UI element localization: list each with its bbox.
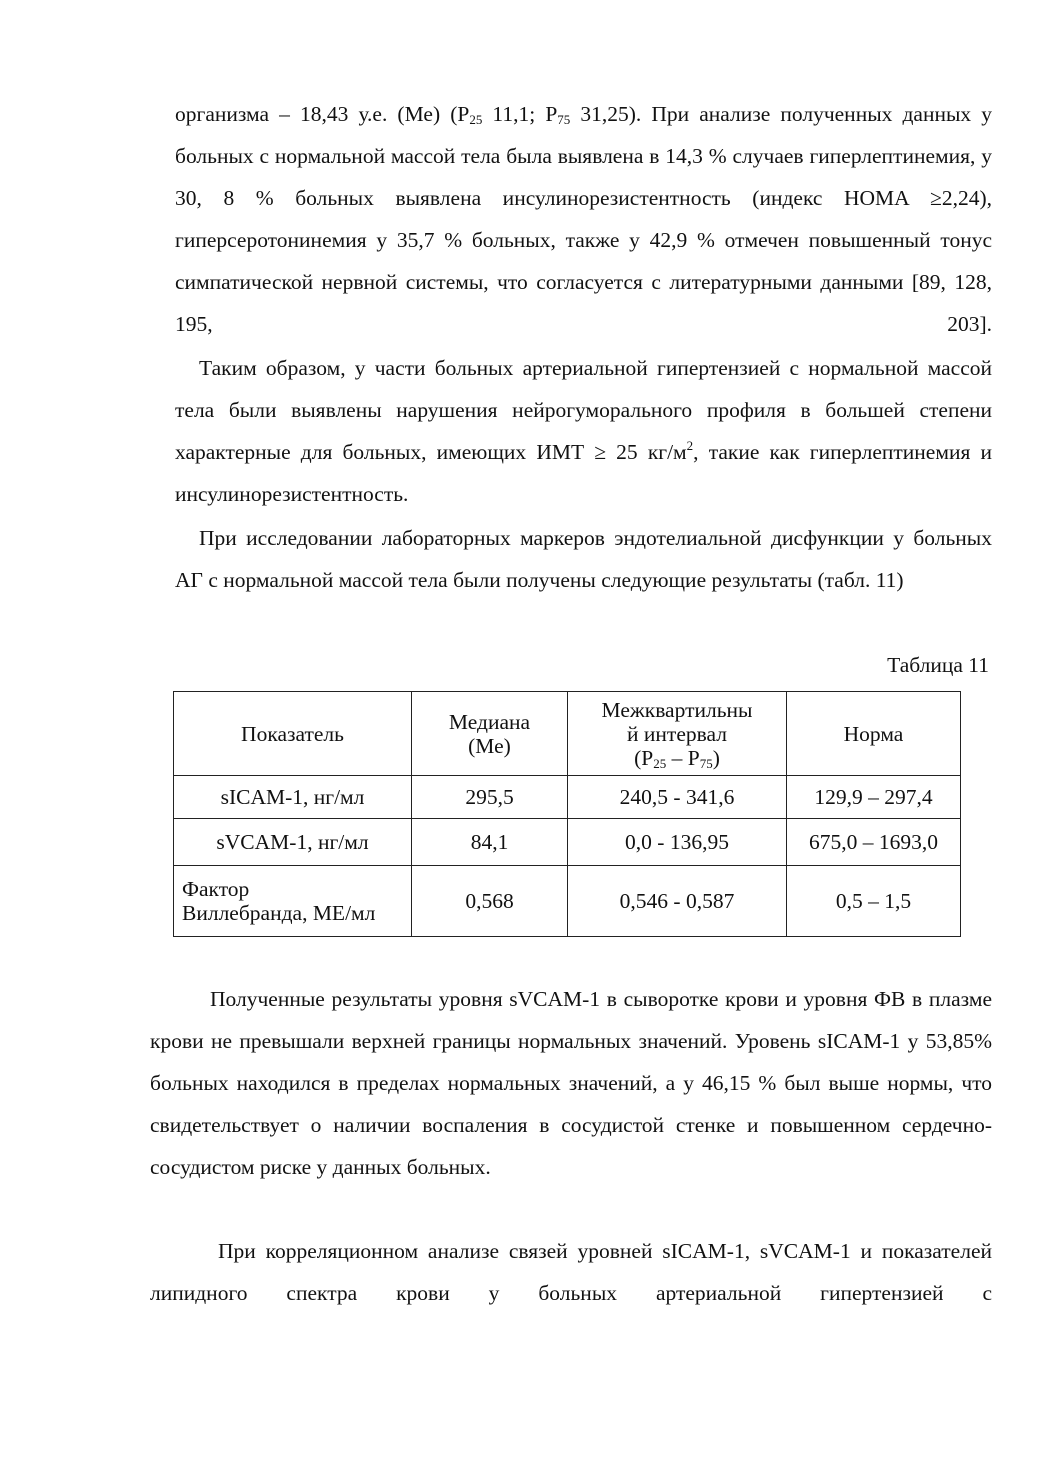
paragraph-2 [175, 347, 992, 515]
header-median [412, 692, 568, 776]
text-span: 11,1; Р [482, 102, 558, 126]
text-span: Таким образом, у части больных артериальной гипертензией с нормальной массой тела были выявлены нарушения нейрогуморального профиля в большей степени характерные для больных, имеющих ИМТ ≥ 25 кг/м [175, 356, 992, 464]
superscript: 2 [686, 438, 694, 453]
table-header-row [174, 692, 961, 776]
paragraph-5: При корреляционном анализе связей уровней sICAM-1, sVCAM-1 и показателей липидного спектра крови у больных артериальной гипертензией с [150, 1239, 992, 1305]
cell-indicator: sVCAM-1, нг/мл [174, 819, 412, 866]
cell-text: Виллебранда, МЕ/мл [182, 901, 376, 925]
cell-median: 84,1 [412, 819, 568, 866]
subscript: 25 [469, 112, 483, 127]
paragraph-3: При исследовании лабораторных маркеров эндотелиальной дисфункции у больных АГ с нормальной массой тела были получены следующие результаты (табл. 11) [175, 526, 992, 592]
cell-indicator: sICAM-1, нг/мл [174, 776, 412, 819]
data-table [173, 691, 961, 937]
cell-iqr: 240,5 - 341,6 [568, 776, 787, 819]
table-row [174, 819, 961, 866]
cell-indicator [174, 866, 412, 937]
cell-iqr: 0,546 - 0,587 [568, 866, 787, 937]
header-text: (Ме) [468, 733, 511, 758]
header-text: Межквартильны [601, 697, 753, 722]
subscript: 75 [557, 112, 571, 127]
subscript: 75 [699, 755, 713, 771]
cell-norm: 0,5 – 1,5 [787, 866, 961, 937]
header-text: Медиана [448, 709, 531, 734]
paragraph-4: Полученные результаты уровня sVCAM-1 в сыворотке крови и уровня ФВ в плазме крови не превышали верхней границы нормальных значений. Уровень sICAM-1 у 53,85% больных находился в пределах нормальных значений, а у 46,15 % был выше нормы, что свидетельствует о наличии воспаления в сосудистой стенке и повышенном сердечно-сосудистом риске у данных больных. [150, 987, 992, 1179]
header-text: ) [712, 745, 720, 770]
text-span: организма – 18,43 у.е. (Ме) (Р [175, 102, 470, 126]
cell-norm: 675,0 – 1693,0 [787, 819, 961, 866]
cell-median: 0,568 [412, 866, 568, 937]
text-span: , такие как гиперлептинемия и инсулинорезистентность. [175, 440, 992, 506]
table-row [174, 866, 961, 937]
header-text: – Р [666, 745, 700, 770]
subscript: 25 [653, 755, 667, 771]
text-span: 31,25). При анализе полученных данных у больных с нормальной массой тела была выявлена в 14,3 % случаев гиперлептинемия, у 30, 8 % больных выявлена инсулинорезистентность (индекс HOMA ≥2,24), гиперсеротонинемия у 35,7 % больных, также у 42,9 % отмечен повышенный тонус симпатической нервной системы, что согласуется с литературными данными [89, 128, 195, 203]. [175, 102, 993, 336]
cell-iqr: 0,0 - 136,95 [568, 819, 787, 866]
cell-norm: 129,9 – 297,4 [787, 776, 961, 819]
header-text: (Р [634, 745, 654, 770]
header-norm: Норма [787, 692, 961, 776]
header-text: й интервал [627, 721, 727, 746]
table-row [174, 776, 961, 819]
cell-median: 295,5 [412, 776, 568, 819]
header-indicator: Показатель [174, 692, 412, 776]
header-iqr [568, 692, 787, 776]
table-caption: Таблица 11 [887, 653, 989, 677]
paragraph-1 [175, 93, 992, 345]
cell-text: Фактор [182, 877, 250, 901]
